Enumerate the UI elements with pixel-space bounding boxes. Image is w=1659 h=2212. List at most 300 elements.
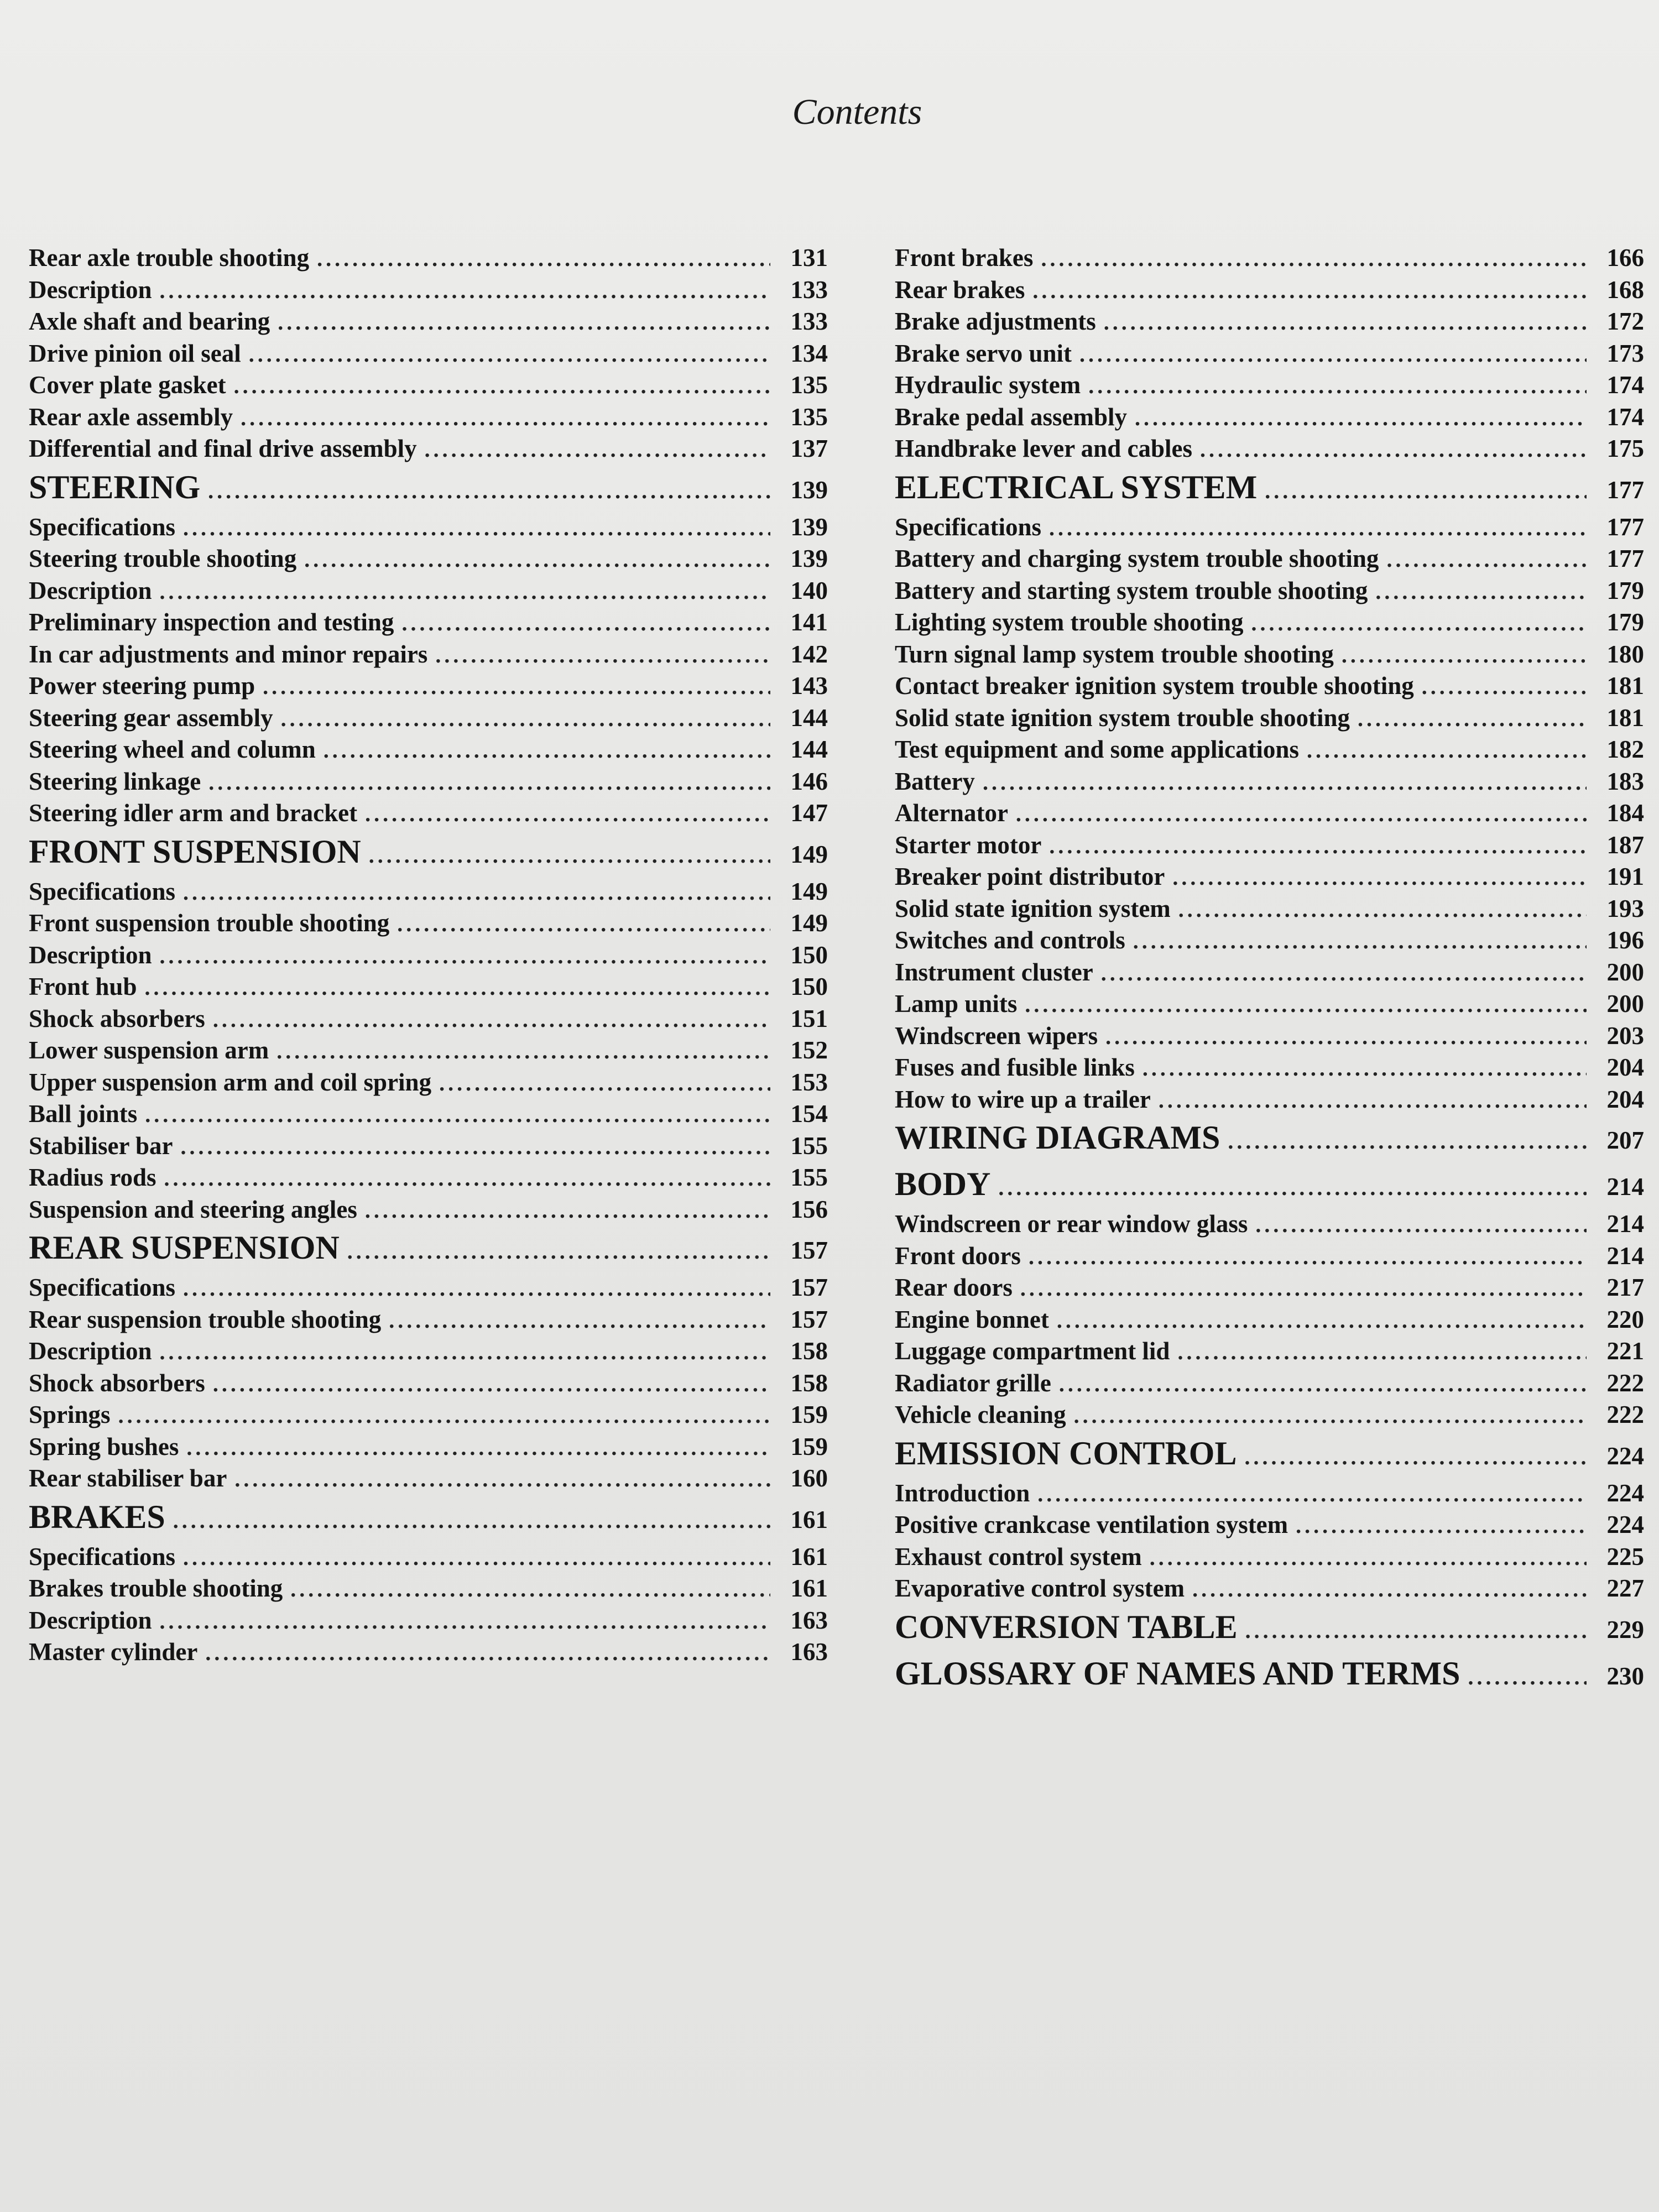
toc-right-column xyxy=(895,243,1644,1699)
toc-page-number: 149 xyxy=(790,877,828,905)
toc-entry xyxy=(895,544,1644,576)
toc-entry-label: FRONT SUSPENSION xyxy=(29,833,361,870)
toc-entry xyxy=(895,1337,1644,1369)
toc-entry-label: Preliminary inspection and testing xyxy=(29,608,394,636)
toc-entry-label: Evaporative control system xyxy=(895,1574,1185,1602)
toc-page-number: 157 xyxy=(790,1305,828,1333)
toc-entry-label: In car adjustments and minor repairs xyxy=(29,640,428,668)
toc-page-number: 204 xyxy=(1606,1053,1644,1081)
dot-leader xyxy=(1251,610,1587,636)
toc-entry xyxy=(895,403,1644,435)
toc-entry xyxy=(895,513,1644,545)
toc-entry xyxy=(29,909,828,941)
toc-page-number: 187 xyxy=(1606,831,1644,859)
toc-page-number: 230 xyxy=(1606,1662,1644,1690)
dot-leader xyxy=(145,974,771,1000)
toc-page-number: 157 xyxy=(790,1237,828,1264)
toc-entry-label: Suspension and steering angles xyxy=(29,1195,357,1223)
toc-entry-label: Introduction xyxy=(895,1479,1030,1507)
toc-page-number: 135 xyxy=(790,403,828,431)
dot-leader xyxy=(1104,309,1587,335)
toc-entry-label: Rear brakes xyxy=(895,275,1025,304)
toc-entry xyxy=(895,1369,1644,1401)
toc-page-number: 224 xyxy=(1606,1479,1644,1507)
dot-leader xyxy=(234,1466,770,1492)
toc-page-number: 135 xyxy=(790,371,828,399)
toc-entry xyxy=(895,640,1644,672)
toc-page-number: 156 xyxy=(790,1195,828,1223)
toc-entry-label: Hydraulic system xyxy=(895,371,1081,399)
toc-entry xyxy=(895,1053,1644,1085)
toc-entry-label: Test equipment and some applications xyxy=(895,735,1299,763)
dot-leader xyxy=(439,1070,770,1096)
toc-entry-label: Turn signal lamp system trouble shooting xyxy=(895,640,1334,668)
toc-entry xyxy=(29,1369,828,1401)
toc-page-number: 163 xyxy=(790,1606,828,1634)
toc-entry-label: Starter motor xyxy=(895,831,1042,859)
dot-leader xyxy=(145,1102,770,1128)
dot-leader xyxy=(324,737,770,763)
toc-entry-label: Master cylinder xyxy=(29,1638,198,1666)
dot-leader xyxy=(1105,1024,1587,1050)
dot-leader xyxy=(1192,1576,1587,1602)
toc-entry xyxy=(29,703,828,735)
toc-entry-label: Differential and final drive assembly xyxy=(29,435,417,462)
dot-leader xyxy=(365,801,770,827)
toc-entry-label: Exhaust control system xyxy=(895,1542,1142,1571)
dot-leader xyxy=(159,943,770,969)
toc-entry-label: Specifications xyxy=(29,1542,175,1571)
toc-page-number: 203 xyxy=(1606,1021,1644,1050)
toc-entry-label: Steering trouble shooting xyxy=(29,545,297,572)
dot-leader xyxy=(159,1608,770,1634)
dot-leader xyxy=(164,1165,770,1191)
toc-page-number: 177 xyxy=(1606,545,1644,572)
dot-leader xyxy=(435,642,770,668)
toc-entry-label: BODY xyxy=(895,1166,991,1202)
toc-entry-label: Ball joints xyxy=(29,1100,138,1128)
toc-entry xyxy=(29,1131,828,1164)
dot-leader xyxy=(1307,737,1587,763)
toc-page-number: 133 xyxy=(790,275,828,304)
toc-entry xyxy=(895,799,1644,831)
toc-page-number: 179 xyxy=(1606,576,1644,604)
toc-entry-label: How to wire up a trailer xyxy=(895,1085,1151,1113)
toc-entry-label: Lamp units xyxy=(895,990,1018,1018)
toc-entry xyxy=(29,1337,828,1369)
toc-page-number: 172 xyxy=(1606,307,1644,335)
toc-page-number: 139 xyxy=(790,545,828,572)
toc-entry xyxy=(29,1400,828,1432)
toc-entry xyxy=(895,1574,1644,1606)
dot-leader xyxy=(186,1434,770,1460)
dot-leader xyxy=(1228,1128,1587,1154)
toc-entry-label: Rear axle assembly xyxy=(29,403,233,431)
toc-page-number: 133 xyxy=(790,307,828,335)
toc-entry xyxy=(29,1036,828,1068)
toc-page-number: 149 xyxy=(790,840,828,868)
dot-leader xyxy=(1142,1055,1587,1081)
toc-page-number: 224 xyxy=(1606,1511,1644,1538)
dot-leader xyxy=(1020,1275,1587,1301)
dot-leader xyxy=(1029,1244,1587,1270)
dot-leader xyxy=(159,578,770,604)
toc-entry xyxy=(29,941,828,973)
toc-entry-label: Rear axle trouble shooting xyxy=(29,244,310,272)
toc-entry xyxy=(29,1004,828,1036)
toc-page-number: 152 xyxy=(790,1036,828,1064)
dot-leader xyxy=(1057,1307,1587,1333)
toc-page-number: 142 xyxy=(790,640,828,668)
toc-entry-label: Axle shaft and bearing xyxy=(29,307,270,335)
toc-page-number: 174 xyxy=(1606,403,1644,431)
toc-entry-label: Upper suspension arm and coil spring xyxy=(29,1068,432,1096)
toc-page-number: 137 xyxy=(790,435,828,462)
toc-entry xyxy=(895,894,1644,926)
dot-leader xyxy=(1177,1339,1587,1365)
toc-entry-label: Engine bonnet xyxy=(895,1305,1049,1333)
toc-entry-label: Specifications xyxy=(29,513,175,541)
toc-page-number: 177 xyxy=(1606,476,1644,504)
dot-leader xyxy=(1422,674,1587,700)
toc-entry xyxy=(29,403,828,435)
toc-entry-label: Instrument cluster xyxy=(895,958,1093,986)
toc-page-number: 153 xyxy=(790,1068,828,1096)
toc-entry-label: Luggage compartment lid xyxy=(895,1337,1170,1365)
toc-entry xyxy=(29,243,828,275)
dot-leader xyxy=(425,436,770,462)
toc-entry xyxy=(29,1273,828,1305)
toc-page-number: 207 xyxy=(1606,1126,1644,1154)
toc-page-number: 131 xyxy=(790,244,828,272)
toc-entry-label: Positive crankcase ventilation system xyxy=(895,1511,1288,1538)
toc-page-number: 177 xyxy=(1606,513,1644,541)
dot-leader xyxy=(389,1307,770,1333)
toc-page-number: 179 xyxy=(1606,608,1644,636)
toc-section-heading xyxy=(29,831,828,877)
dot-leader xyxy=(1037,1481,1587,1507)
toc-entry-label: EMISSION CONTROL xyxy=(895,1434,1237,1472)
dot-leader xyxy=(213,1006,770,1032)
toc-section-heading xyxy=(895,1652,1644,1699)
dot-leader xyxy=(159,278,770,304)
toc-entry xyxy=(895,989,1644,1021)
toc-entry xyxy=(895,307,1644,339)
toc-section-heading xyxy=(895,1163,1644,1209)
toc-entry-label: Brakes trouble shooting xyxy=(29,1574,283,1602)
toc-entry xyxy=(29,877,828,909)
toc-page-number: 161 xyxy=(790,1505,828,1533)
toc-page-number: 134 xyxy=(790,339,828,367)
dot-leader xyxy=(208,478,770,504)
toc-entry-label: Rear doors xyxy=(895,1274,1013,1301)
toc-page-number: 221 xyxy=(1606,1337,1644,1365)
toc-entry xyxy=(29,735,828,767)
toc-entry xyxy=(895,1021,1644,1053)
toc-page-number: 159 xyxy=(790,1401,828,1428)
toc-entry xyxy=(895,434,1644,466)
toc-entry-label: Drive pinion oil seal xyxy=(29,339,241,367)
toc-entry-label: Rear stabiliser bar xyxy=(29,1464,227,1492)
toc-page-number: 160 xyxy=(790,1464,828,1492)
toc-page-number: 168 xyxy=(1606,275,1644,304)
toc-entry-label: Power steering pump xyxy=(29,672,255,700)
toc-entry-label: REAR SUSPENSION xyxy=(29,1229,340,1266)
dot-leader xyxy=(1375,578,1587,604)
toc-entry xyxy=(895,1209,1644,1241)
toc-entry xyxy=(29,1305,828,1337)
toc-entry xyxy=(895,576,1644,608)
page-title: Contents xyxy=(792,92,922,132)
toc-page-number: 157 xyxy=(790,1274,828,1301)
toc-entry-label: Lower suspension arm xyxy=(29,1036,269,1064)
toc-page-number: 181 xyxy=(1606,672,1644,700)
toc-page-number: 159 xyxy=(790,1432,828,1460)
toc-entry xyxy=(895,671,1644,703)
dot-leader xyxy=(249,341,770,367)
toc-entry-label: Shock absorbers xyxy=(29,1369,205,1397)
toc-section-heading xyxy=(895,1606,1644,1652)
dot-leader xyxy=(1172,864,1587,890)
toc-entry xyxy=(895,703,1644,735)
toc-page-number: 183 xyxy=(1606,767,1644,795)
toc-entry-label: Battery and charging system trouble shooting xyxy=(895,545,1379,572)
toc-entry-label: Switches and controls xyxy=(895,926,1125,954)
toc-entry xyxy=(29,1637,828,1670)
toc-entry-label: Contact breaker ignition system trouble shooting xyxy=(895,672,1414,700)
dot-leader xyxy=(1041,246,1587,272)
toc-page-number: 196 xyxy=(1606,926,1644,954)
toc-page-number: 161 xyxy=(790,1574,828,1602)
toc-entry xyxy=(895,1400,1644,1432)
dot-leader xyxy=(183,879,770,905)
toc-page-number: 181 xyxy=(1606,703,1644,732)
dot-leader xyxy=(1200,436,1587,462)
toc-entry xyxy=(29,1574,828,1606)
dot-leader xyxy=(263,674,770,700)
toc-entry xyxy=(29,671,828,703)
toc-page-number: 175 xyxy=(1606,435,1644,462)
dot-leader xyxy=(1296,1512,1587,1538)
toc-entry xyxy=(29,1464,828,1496)
toc-entry xyxy=(29,1163,828,1195)
dot-leader xyxy=(183,1275,770,1301)
toc-entry-label: Solid state ignition system xyxy=(895,894,1171,922)
dot-leader xyxy=(118,1402,770,1428)
dot-leader xyxy=(1133,928,1587,954)
toc-entry-label: Battery and starting system trouble shooting xyxy=(895,576,1368,604)
toc-page-number: 182 xyxy=(1606,735,1644,763)
toc-entry-label: ELECTRICAL SYSTEM xyxy=(895,468,1258,505)
dot-leader xyxy=(159,1339,770,1365)
toc-section-heading xyxy=(29,466,828,513)
dot-leader xyxy=(183,1545,770,1571)
toc-entry xyxy=(895,243,1644,275)
toc-page-number: 144 xyxy=(790,735,828,763)
toc-entry-label: Brake pedal assembly xyxy=(895,403,1128,431)
dot-leader xyxy=(276,1038,770,1064)
toc-entry xyxy=(29,1099,828,1131)
toc-entry xyxy=(895,1542,1644,1574)
toc-page-number: 154 xyxy=(790,1100,828,1128)
toc-page-number: 155 xyxy=(790,1164,828,1191)
dot-leader xyxy=(180,1134,770,1160)
dot-leader xyxy=(1265,478,1587,504)
toc-page-number: 214 xyxy=(1606,1241,1644,1270)
toc-entry-label: Cover plate gasket xyxy=(29,371,226,399)
toc-entry-label: Description xyxy=(29,275,152,304)
toc-entry xyxy=(29,1195,828,1227)
toc-entry-label: Spring bushes xyxy=(29,1432,179,1460)
toc-entry-label: Alternator xyxy=(895,799,1008,827)
toc-entry xyxy=(895,608,1644,640)
dot-leader xyxy=(365,1197,770,1223)
toc-page-number: 139 xyxy=(790,513,828,541)
dot-leader xyxy=(1059,1371,1587,1397)
toc-entry xyxy=(895,1479,1644,1511)
toc-page-number: 163 xyxy=(790,1638,828,1666)
toc-entry xyxy=(895,1305,1644,1337)
dot-leader xyxy=(1016,801,1587,827)
toc-entry xyxy=(29,371,828,403)
toc-page-number: 224 xyxy=(1606,1442,1644,1470)
toc-entry-label: Brake servo unit xyxy=(895,339,1072,367)
toc-entry xyxy=(29,972,828,1004)
dot-leader xyxy=(998,1175,1587,1201)
toc-page-number: 143 xyxy=(790,672,828,700)
dot-leader xyxy=(1049,515,1587,541)
toc-entry-label: Specifications xyxy=(29,1274,175,1301)
toc-entry xyxy=(895,767,1644,799)
toc-page-number: 200 xyxy=(1606,990,1644,1018)
toc-page-number: 220 xyxy=(1606,1305,1644,1333)
toc-page-number: 158 xyxy=(790,1337,828,1365)
toc-entry-label: Description xyxy=(29,941,152,969)
toc-page-number: 184 xyxy=(1606,799,1644,827)
toc-entry xyxy=(29,1606,828,1638)
toc-entry xyxy=(895,275,1644,307)
dot-leader xyxy=(304,546,770,572)
toc-entry xyxy=(29,608,828,640)
toc-entry xyxy=(29,339,828,371)
toc-entry-label: Front doors xyxy=(895,1241,1021,1270)
toc-entry xyxy=(895,371,1644,403)
toc-entry xyxy=(29,576,828,608)
toc-entry-label: Description xyxy=(29,576,152,604)
toc-page-number: 155 xyxy=(790,1131,828,1160)
toc-entry-label: GLOSSARY OF NAMES AND TERMS xyxy=(895,1655,1460,1692)
toc-page-number: 139 xyxy=(790,476,828,504)
dot-leader xyxy=(1358,706,1587,732)
toc-entry xyxy=(29,307,828,339)
toc-entry-label: Breaker point distributor xyxy=(895,863,1165,890)
dot-leader xyxy=(1386,546,1587,572)
toc-entry-label: Fuses and fusible links xyxy=(895,1053,1135,1081)
dot-leader xyxy=(208,769,770,795)
dot-leader xyxy=(401,610,770,636)
toc-entry-label: Shock absorbers xyxy=(29,1004,205,1032)
toc-entry-label: Front suspension trouble shooting xyxy=(29,909,390,937)
dot-leader xyxy=(1159,1087,1587,1113)
toc-page-number: 147 xyxy=(790,799,828,827)
dot-leader xyxy=(241,405,770,431)
toc-section-heading xyxy=(895,466,1644,513)
toc-entry xyxy=(29,275,828,307)
dot-leader xyxy=(183,515,770,541)
toc-entry-label: Specifications xyxy=(895,513,1041,541)
toc-entry xyxy=(29,513,828,545)
toc-entry-label: Radius rods xyxy=(29,1164,156,1191)
toc-page-number: 151 xyxy=(790,1004,828,1032)
toc-entry xyxy=(895,339,1644,371)
dot-leader xyxy=(278,309,770,335)
dot-leader xyxy=(1135,405,1587,431)
toc-entry xyxy=(29,1068,828,1100)
toc-page-number: 149 xyxy=(790,909,828,937)
toc-page-number: 150 xyxy=(790,941,828,969)
toc-entry xyxy=(895,958,1644,990)
toc-entry-label: Steering wheel and column xyxy=(29,735,316,763)
dot-leader xyxy=(1244,1444,1587,1470)
toc-page-number: 214 xyxy=(1606,1173,1644,1201)
toc-entry-label: Rear suspension trouble shooting xyxy=(29,1305,382,1333)
toc-page-number: 217 xyxy=(1606,1274,1644,1301)
toc-entry xyxy=(895,1241,1644,1274)
dot-leader xyxy=(317,246,770,272)
toc-page-number: 191 xyxy=(1606,863,1644,890)
toc-entry-label: CONVERSION TABLE xyxy=(895,1608,1238,1645)
toc-entry-label: BRAKES xyxy=(29,1498,165,1535)
toc-entry xyxy=(29,640,828,672)
dot-leader xyxy=(397,911,770,937)
toc-page-number: 214 xyxy=(1606,1210,1644,1238)
toc-entry xyxy=(29,1542,828,1574)
toc-page-number: 158 xyxy=(790,1369,828,1397)
toc-page-number: 174 xyxy=(1606,371,1644,399)
toc-left-column xyxy=(29,243,828,1670)
toc-entry-label: Brake adjustments xyxy=(895,307,1096,335)
toc-entry-label: Description xyxy=(29,1606,152,1634)
toc-entry-label: STEERING xyxy=(29,468,201,505)
toc-entry-label: Stabiliser bar xyxy=(29,1131,173,1160)
dot-leader xyxy=(1150,1545,1587,1571)
toc-entry-label: Steering gear assembly xyxy=(29,703,273,732)
toc-entry-label: Battery xyxy=(895,767,975,795)
toc-entry-label: Description xyxy=(29,1337,152,1365)
dot-leader xyxy=(1079,341,1587,367)
toc-entry-label: WIRING DIAGRAMS xyxy=(895,1119,1220,1156)
dot-leader xyxy=(1245,1618,1587,1644)
toc-entry xyxy=(895,1510,1644,1542)
toc-entry-label: Steering idler arm and bracket xyxy=(29,799,358,827)
toc-section-heading xyxy=(29,1496,828,1542)
dot-leader xyxy=(983,769,1587,795)
dot-leader xyxy=(1032,278,1587,304)
toc-page-number: 140 xyxy=(790,576,828,604)
toc-entry-label: Handbrake lever and cables xyxy=(895,435,1192,462)
toc-entry-label: Solid state ignition system trouble shooting xyxy=(895,703,1350,732)
toc-entry-label: Lighting system trouble shooting xyxy=(895,608,1244,636)
toc-entry xyxy=(29,544,828,576)
toc-entry-label: Front hub xyxy=(29,973,137,1000)
toc-entry-label: Springs xyxy=(29,1401,111,1428)
toc-entry xyxy=(29,767,828,799)
toc-entry xyxy=(895,926,1644,958)
toc-entry xyxy=(895,831,1644,863)
toc-page-number: 180 xyxy=(1606,640,1644,668)
toc-entry xyxy=(29,799,828,831)
dot-leader xyxy=(347,1238,770,1264)
